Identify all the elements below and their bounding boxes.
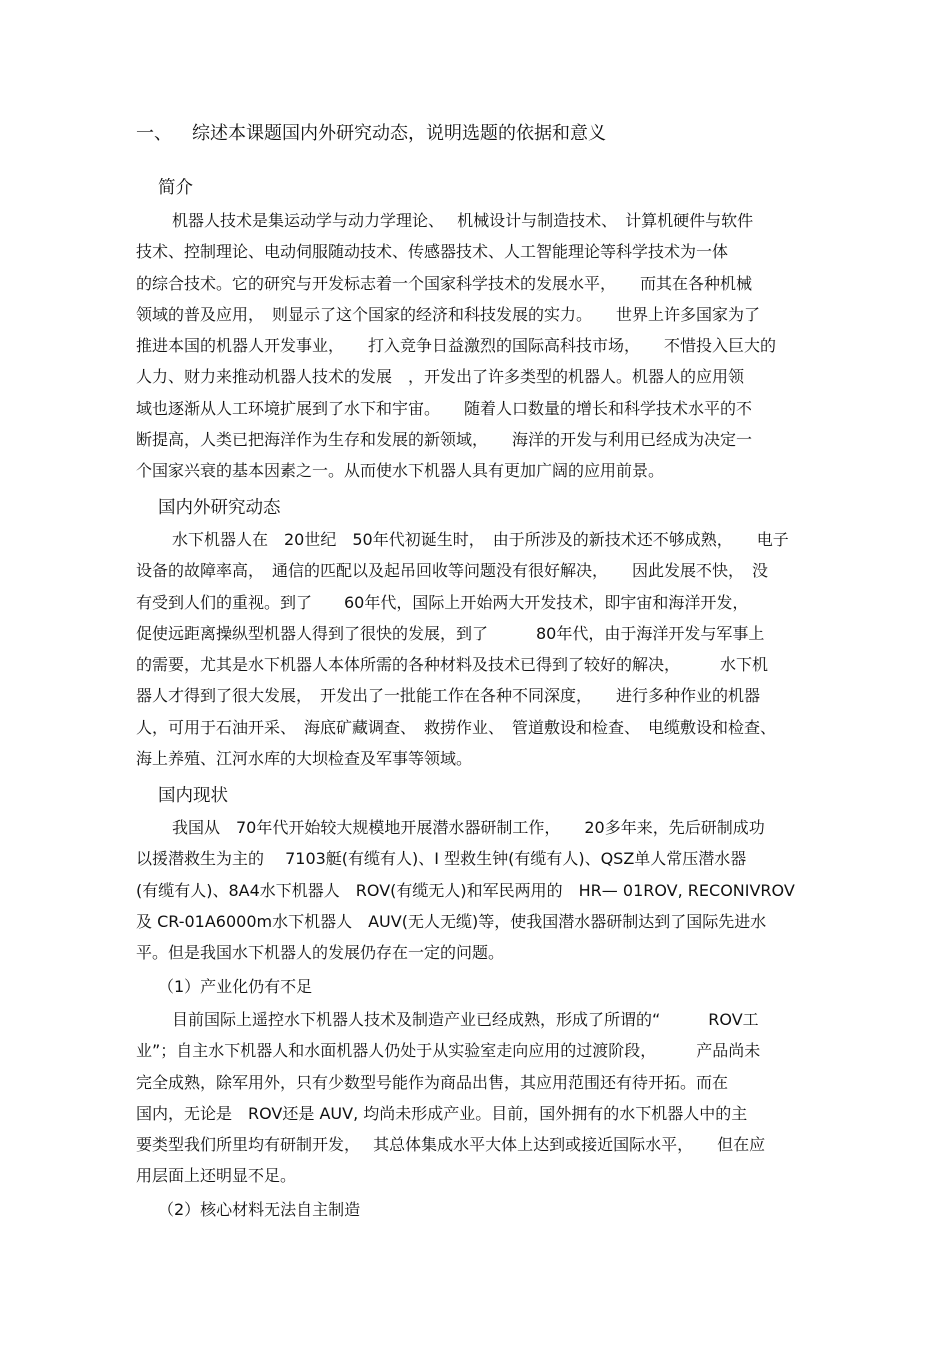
paragraph-line: 完全成熟，除军用外，只有少数型号能作为商品出售，其应用范围还有待开拓。而在 — [136, 1072, 729, 1092]
item-2-heading: （2）核心材料无法自主制造 — [158, 1200, 361, 1219]
domestic-heading: 国内现状 — [158, 786, 228, 806]
intro-heading: 简介 — [158, 178, 193, 198]
paragraph-line: 推进本国的机器人开发事业， 打入竞争日益激烈的国际高科技市场， 不惜投入巨大的 — [136, 336, 777, 356]
paragraph-line: 领域的普及应用， 则显示了这个国家的经济和科技发展的实力。 世界上许多国家为了 — [136, 304, 761, 324]
paragraph-line: 及 CR-01A6000m水下机器人 AUV(无人无缆)等，使我国潜水器研制达到了国际先进水 — [136, 911, 767, 931]
intro-paragraph — [136, 205, 836, 487]
paragraph-line: 的需要，尤其是水下机器人本体所需的各种材料及技术已得到了较好的解决， 水下机 — [136, 655, 769, 675]
domestic-paragraph — [136, 812, 836, 968]
paragraph-line: 水下机器人在 20世纪 50年代初诞生时， 由于所涉及的新技术还不够成熟， 电子 — [172, 530, 789, 549]
paragraph-line: 促使远距离操纵型机器人得到了很快的发展，到了 80年代，由于海洋开发与军事上 — [136, 623, 765, 643]
paragraph-line: 器人才得到了很大发展， 开发出了一批能工作在各种不同深度， 进行多种作业的机器 — [136, 686, 761, 706]
paragraph-line: 有受到人们的重视。到了 60年代，国际上开始两大开发技术，即宇宙和海洋开发， — [136, 592, 749, 612]
paragraph-line: 我国从 70年代开始较大规模地开展潜水器研制工作， 20多年来，先后研制成功 — [172, 818, 765, 837]
paragraph-line: 域也逐渐从人工环境扩展到了水下和宇宙。 随着人口数量的增长和科学技术水平的不 — [136, 398, 753, 418]
paragraph-line: 机器人技术是集运动学与动力学理论、 机械设计与制造技术、 计算机硬件与软件 — [172, 211, 754, 230]
paragraph-line: 海上养殖、江河水库的大坝检查及军事等领域。 — [136, 749, 473, 769]
paragraph-line: 目前国际上遥控水下机器人技术及制造产业已经成熟，形成了所谓的“ ROV工 — [172, 1010, 759, 1029]
item-1-paragraph — [136, 1004, 836, 1192]
paragraph-line: 人力、财力来推动机器人技术的发展 ，开发出了许多类型的机器人。机器人的应用领 — [136, 367, 745, 387]
paragraph-line: 平。但是我国水下机器人的发展仍存在一定的问题。 — [136, 943, 505, 963]
paragraph-line: 技术、控制理论、电动伺服随动技术、传感器技术、人工智能理论等科学技术为一体 — [136, 242, 729, 262]
paragraph-line: 人，可用于石油开采、 海底矿藏调查、 救捞作业、 管道敷设和检查、 电缆敷设和检查、 — [136, 717, 777, 737]
paragraph-line: 用层面上还明显不足。 — [136, 1166, 297, 1186]
paragraph-line: 个国家兴衰的基本因素之一。从而使水下机器人具有更加广阔的应用前景。 — [136, 461, 665, 481]
section-number: 一、 — [136, 123, 172, 144]
section-title: 综述本课题国内外研究动态，说明选题的依据和意义 — [192, 123, 606, 144]
section-heading — [136, 122, 606, 146]
research-paragraph — [136, 524, 836, 774]
paragraph-line: 断提高，人类已把海洋作为生存和发展的新领域， 海洋的开发与利用已经成为决定一 — [136, 430, 753, 450]
paragraph-line: 以援潜救生为主的 7103艇(有缆有人)、I 型救生钟(有缆有人)、QSZ单人常压潜水器 — [136, 849, 747, 869]
item-1-heading: （1）产业化仍有不足 — [158, 977, 313, 996]
paragraph-line: 国内，无论是 ROV还是 AUV, 均尚未形成产业。目前，国外拥有的水下机器人中的主 — [136, 1103, 748, 1123]
paragraph-line: 要类型我们所里均有研制开发， 其总体集成水平大体上达到或接近国际水平， 但在应 — [136, 1135, 766, 1155]
paragraph-line: 设备的故障率高， 通信的匹配以及起吊回收等问题没有很好解决， 因此发展不快， 没 — [136, 561, 769, 581]
paragraph-line: 业”；自主水下机器人和水面机器人仍处于从实验室走向应用的过渡阶段， 产品尚未 — [136, 1041, 761, 1061]
paragraph-line: (有缆有人)、8A4水下机器人 ROV(有缆无人)和军民两用的 HR— 01ROV, RECONIVROV — [136, 880, 795, 900]
research-heading: 国内外研究动态 — [158, 498, 281, 518]
paragraph-line: 的综合技术。它的研究与开发标志着一个国家科学技术的发展水平， 而其在各种机械 — [136, 273, 753, 293]
